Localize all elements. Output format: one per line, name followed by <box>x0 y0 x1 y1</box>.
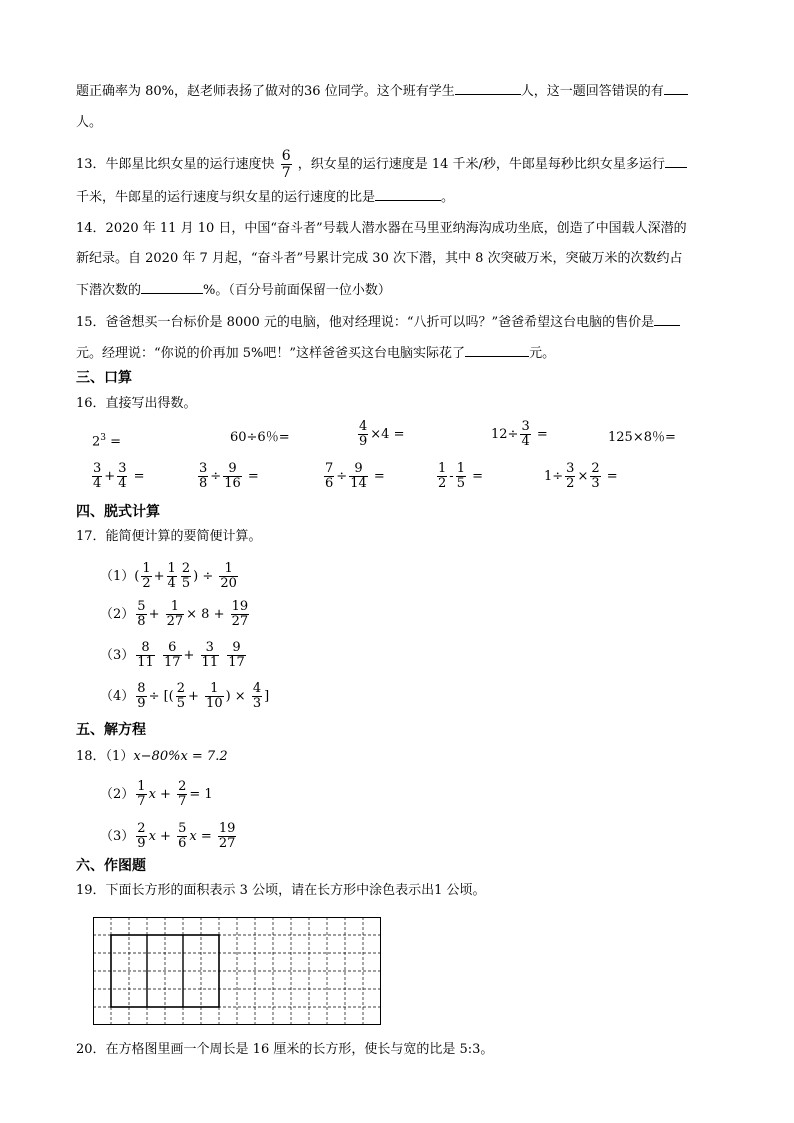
answer-blank[interactable] <box>375 186 441 201</box>
fraction: $\frac{3}{2}$ <box>566 461 575 491</box>
fraction: $\frac{9}{16}$ <box>224 461 241 491</box>
q14-line3: 下潜次数的 %。（百分号前面保留一位小数） <box>76 279 391 301</box>
answer-blank[interactable] <box>465 342 529 357</box>
q13-line1: 13．牛郎星比织女星的运行速度快 $\frac{6}{7}$ ，织女星的运行速度是 14 千米/秒，牛郎星每秒比织女星多运行 <box>76 148 687 181</box>
q20-text: 20．在方格图里画一个周长是 16 厘米的长方形，使长与宽的比是 5:3。 <box>76 1042 494 1057</box>
fraction: $\frac{6}{7}$ <box>281 148 291 181</box>
answer-blank[interactable] <box>141 279 203 294</box>
oral-calc-item: 125×8％= <box>608 430 676 445</box>
q14-line2: 新纪录。自 2020 年 7 月起，“奋斗者”号累计完成 30 次下潜，其中 8 次突破万米，突破万米的次数约占 <box>76 251 683 266</box>
fraction: $\frac{3}{4}$ <box>118 461 127 491</box>
oral-calc-item: 1÷ $\frac{3}{2}$ × $\frac{2}{3}$ = <box>544 461 618 491</box>
fraction: $\frac{2}{3}$ <box>591 461 600 491</box>
q17-item-2: （2） $\frac{5}{8}$ + $\frac{1}{27}$ × 8 + $\frac{19}{27}$ <box>100 599 249 629</box>
grid-svg[interactable] <box>93 917 383 1027</box>
fraction: $\frac{9}{14}$ <box>350 461 367 491</box>
section-heading: 六、作图题 <box>76 858 146 874</box>
oral-calc-item: 12÷ $\frac{3}{4}$ = <box>491 419 548 449</box>
q19-text: 19．下面长方形的面积表示 3 公顷，请在长方形中涂色表示出1 公顷。 <box>76 883 486 898</box>
q17-item-4: （4） $\frac{8}{9}$ ÷ [( $\frac{2}{5}$ + $\frac{1}{10}$ ) × $\frac{4}{3}$ ] <box>100 681 270 711</box>
fraction: $\frac{7}{6}$ <box>325 461 334 491</box>
fraction: $\frac{1}{2}$ <box>438 461 447 491</box>
fraction: $\frac{3}{4}$ <box>521 419 530 449</box>
oral-calc-item: $2^3$ = <box>92 433 122 450</box>
q18-item-1: 18．（1）x−80%x = 7.2 <box>76 749 228 764</box>
fraction: $\frac{1}{5}$ <box>456 461 465 491</box>
oral-calc-item: $\frac{3}{8}$ ÷ $\frac{9}{16}$ = <box>199 461 259 491</box>
oral-calc-item: $\frac{3}{4}$ + $\frac{3}{4}$ = <box>93 461 145 491</box>
q16-title: 16．直接写出得数。 <box>76 396 197 411</box>
q12-line1: 题正确率为 80%，赵老师表扬了做对的36 位同学。这个班有学生 人，这一题回答错误的有 <box>76 80 688 102</box>
oral-calc-item: $\frac{1}{2}$ - $\frac{1}{5}$ = <box>438 461 483 491</box>
q17-title: 17．能简便计算的要简便计算。 <box>76 529 262 544</box>
grid-figure[interactable] <box>93 917 383 1031</box>
q18-item-2: （2） $\frac{1}{7}$ x + $\frac{2}{7}$ = 1 <box>100 779 213 809</box>
q18-item-3: （3） $\frac{2}{9}$ x + $\frac{5}{6}$ x = $\frac{19}{27}$ <box>100 821 236 851</box>
q15-line1: 15．爸爸想买一台标价是 8000 元的电脑，他对经理说：“八折可以吗？”爸爸希望这台电脑的售价是 <box>76 311 680 333</box>
answer-blank[interactable] <box>664 80 688 95</box>
oral-calc-item: 60÷6％= <box>230 430 290 445</box>
answer-blank[interactable] <box>654 311 680 326</box>
section-heading: 五、解方程 <box>76 722 146 738</box>
q14-line1: 14．2020 年 11 月 10 日，中国“奋斗者”号载人潜水器在马里亚纳海沟成功坐底，创造了中国载人深潜的 <box>76 221 687 236</box>
fraction: $\frac{3}{4}$ <box>93 461 102 491</box>
q17-item-1: （1）( $\frac{1}{2}$ + $\frac{1}{4}$ $\frac{2}{5}$ ) ÷ $\frac{1}{20}$ <box>100 561 237 591</box>
fraction: $\frac{3}{8}$ <box>199 461 208 491</box>
oral-calc-item: $\frac{4}{9}$ ×4 = <box>359 419 405 449</box>
section-heading: 三、口算 <box>76 370 132 386</box>
q15-line2: 元。经理说：“你说的价再加 5%吧！”这样爸爸买这台电脑实际花了 元。 <box>76 342 555 364</box>
fraction: $\frac{4}{9}$ <box>359 419 368 449</box>
answer-blank[interactable] <box>455 80 521 95</box>
answer-blank[interactable] <box>665 153 687 168</box>
q13-line2: 千米，牛郎星的运行速度与织女星的运行速度的比是 。 <box>76 186 454 208</box>
section-heading: 四、脱式计算 <box>76 504 160 520</box>
q17-item-3: （3） $\frac{8}{11}$ $\frac{6}{17}$ + $\frac{3}{11}$ $\frac{9}{17}$ <box>100 640 245 670</box>
q12-line2: 人。 <box>76 115 103 130</box>
oral-calc-item: $\frac{7}{6}$ ÷ $\frac{9}{14}$ = <box>325 461 385 491</box>
